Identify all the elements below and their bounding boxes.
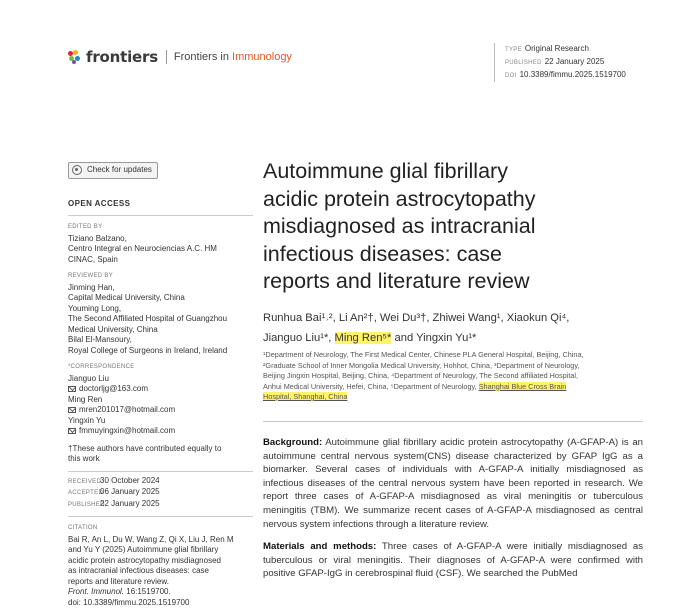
article-dates: RECEIVED 30 October 2024 ACCEPTED 06 January 2025 PUBLISHED 22 January 2025 — [68, 475, 160, 508]
abstract-background: Background: Autoimmune glial fibrillary acidic protein astrocytopathy (A-GFAP-A) is an autoimmune central nervous system(CNS) disease characterized by GFAP IgG as a biomarker. Several cases of individuals with A-GFAP-A initially misdiagnosed as infectious diseases of the central nervous system have been reported in research. We report three cases of A-GFAP-A misdiagnosed as viral meningitis or tuberculous meningitis (TBM). We summarize recent cases of A-GFAP-A misdiagnosed as central nervous system infections through a literature review. — [263, 437, 643, 530]
email-link[interactable]: doctorljg@163.com — [68, 384, 253, 395]
reviewed-by: Jinming Han, Capital Medical University, China Youming Long, The Second Affiliated Hospital of Guangzhou Medical University, China Bilal El-Mansoury, Royal College of Surgeons in Ireland, Ireland — [68, 282, 228, 355]
author-list: Runhua Bai¹˒², Li An²†, Wei Du³†, Zhiwei Wang¹, Xiaokun Qi⁴, Jianguo Liu¹*, Ming Ren⁵* and Yingxin Yu¹* — [263, 312, 570, 344]
email-icon — [68, 428, 76, 434]
check-for-updates-button[interactable]: Check for updates — [68, 162, 158, 179]
sidebar: Check for updates OPEN ACCESS EDITED BY Tiziano Balzano, Centro Integral en Neurociencias A.C. HM CINAC, Spain REVIEWED BY Jinming Han, Capital Medical University, China Youming Long, The Second Affiliated Hospital of Guangzhou Medical University, China Bilal El-Mansoury, Royal College of Surgeons in Ireland, Ireland *CORRESPONDENCE Jianguo Liu doctorljg@163.com Ming Ren mren201017@hotmail.com Yingxin Yu fmmuyingxin@hotmail.com †These authors have contributed equally to this work RECEIVED 30 October 2024 ACCEPTED 06 January 2025 PUBLISHED 22 January 2025 CITATION Bai R, An L, Du W, Wang Z, Qi X, Liu J, Ren M and Yu Y (2025) Autoimmune glial fibrillary acidic protein astrocytopathy misdiagnosed as intracranial infectious diseases: case reports and literature review. Front. Immunol. 16:1519700. doi: 10.3389/fimmu.2025.1519700 — [68, 162, 253, 608]
doi-link[interactable]: 10.3389/fimmu.2025.1519700 — [519, 70, 626, 79]
open-access-label: OPEN ACCESS — [68, 198, 131, 208]
journal-brand[interactable] — [68, 48, 292, 66]
brand-name: frontiers — [86, 48, 158, 66]
email-link[interactable]: mren201017@hotmail.com — [68, 405, 253, 416]
crossmark-icon — [72, 165, 82, 175]
correspondence: Jianguo Liu doctorljg@163.com Ming Ren mren201017@hotmail.com Yingxin Yu fmmuyingxin@hotmail.com — [68, 374, 253, 437]
highlighted-affiliation: Shanghai Blue Cross Brain — [478, 381, 567, 391]
article-title: Autoimmune glial fibrillary acidic protein astrocytopathy misdiagnosed as intracranial infectious diseases: case reports and literature review — [263, 159, 536, 293]
highlighted-affiliation: Hospital, Shanghai, China — [263, 392, 348, 401]
frontiers-logo-icon — [68, 50, 82, 64]
email-icon — [68, 407, 76, 413]
highlighted-author: Ming Ren⁵* — [334, 332, 392, 344]
brand-divider — [166, 50, 167, 64]
email-link[interactable]: fmmuyingxin@hotmail.com — [68, 426, 253, 437]
abstract — [263, 436, 643, 590]
abstract-methods: Materials and methods: Three cases of A-GFAP-A were initially misdiagnosed as tuberculous or viral meningitis. Their diagnoses of A-GFAP-A were confirmed with positive GFAP-IgG in cerebrospinal fluid (CSF). We searched the PubMed — [263, 541, 643, 580]
citation-doi-link[interactable]: doi: 10.3389/fimmu.2025.1519700 — [68, 597, 190, 607]
affiliations: ¹Department of Neurology, The First Medical Center, Chinese PLA General Hospital, Beijing, China, ²Graduate School of Inner Mongolia Medical University, Hohhot, China, ³Department of Neurology, Beijing Jingxin Hospital, Beijing, China, ⁴Department of Neurology, The Second affiliated Hospital, Anhui Medical University, Hefei, China, ⁵Department of Neurology, Shanghai Blue Cross Brain Hospital, Shanghai, China — [263, 350, 584, 401]
journal-title: Frontiers in Immunology — [173, 51, 292, 63]
email-icon — [68, 386, 76, 392]
citation: Bai R, An L, Du W, Wang Z, Qi X, Liu J, Ren M and Yu Y (2025) Autoimmune glial fibrillary acidic protein astrocytopathy misdiagnosed as intracranial infectious diseases: case reports and literature review. Front. Immunol. 16:1519700. doi: 10.3389/fimmu.2025.1519700 — [68, 535, 253, 608]
edited-by: Tiziano Balzano, Centro Integral en Neurociencias A.C. HM CINAC, Spain — [68, 233, 217, 264]
equal-contribution-note: †These authors have contributed equally to this work — [68, 443, 222, 464]
article-meta: TYPE Original Research PUBLISHED 22 January 2025 DOI 10.3389/fimmu.2025.1519700 — [494, 43, 626, 82]
